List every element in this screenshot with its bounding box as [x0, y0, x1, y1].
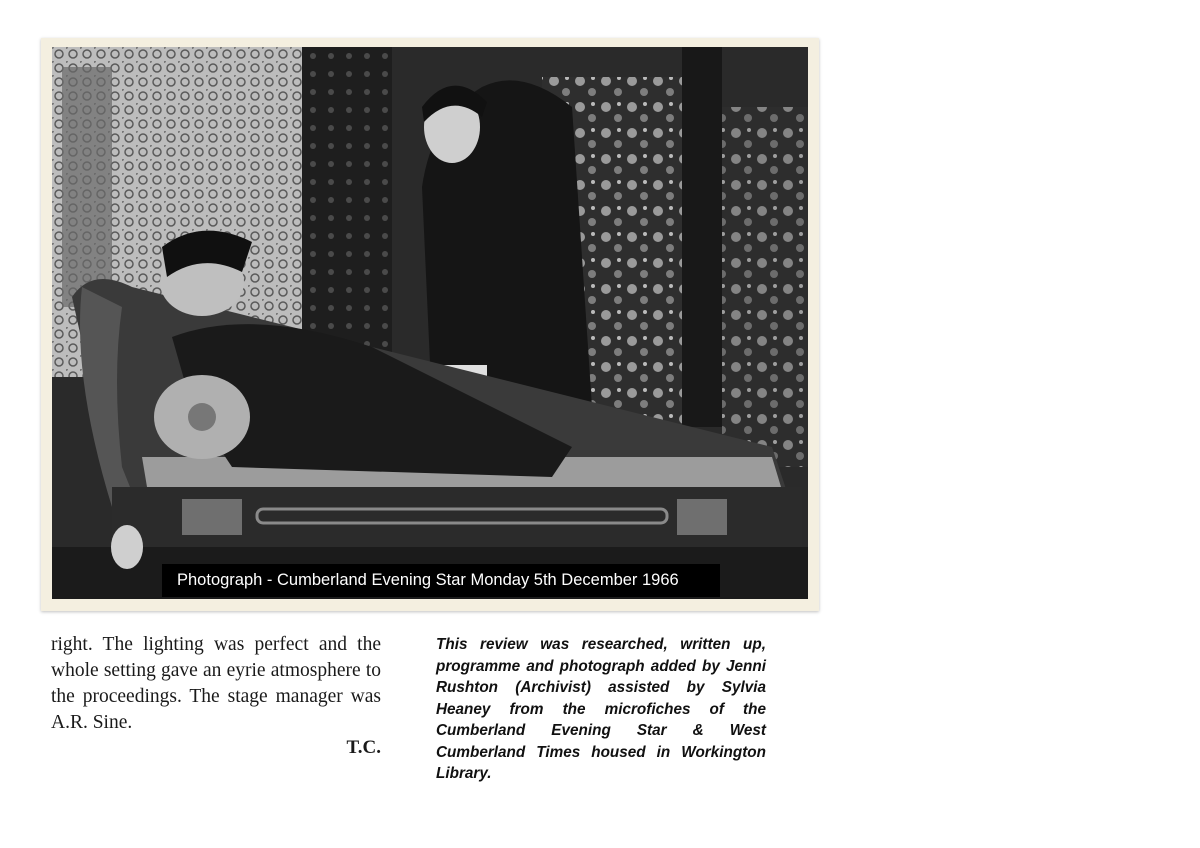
- review-signature: T.C.: [346, 737, 381, 758]
- photo-caption: Photograph - Cumberland Evening Star Monday 5th December 1966: [162, 564, 720, 597]
- review-paragraph: right. The lighting was perfect and the whole setting gave an eyrie atmosphere to the proceedings. The stage manager was A.R. Sine.: [51, 634, 381, 733]
- photo-frame: [41, 38, 819, 611]
- credit-note: [436, 634, 766, 785]
- archive-photograph: [52, 47, 808, 599]
- credit-text: This review was researched, written up, programme and photograph added by Jenni Rushton (Archivist) assisted by Sylvia Heaney from the microfiches of the Cumberland Evening Star & West Cumberland Times housed in Workington Library.: [436, 636, 766, 782]
- photograph-image: [52, 47, 808, 599]
- review-text-column: [51, 632, 381, 736]
